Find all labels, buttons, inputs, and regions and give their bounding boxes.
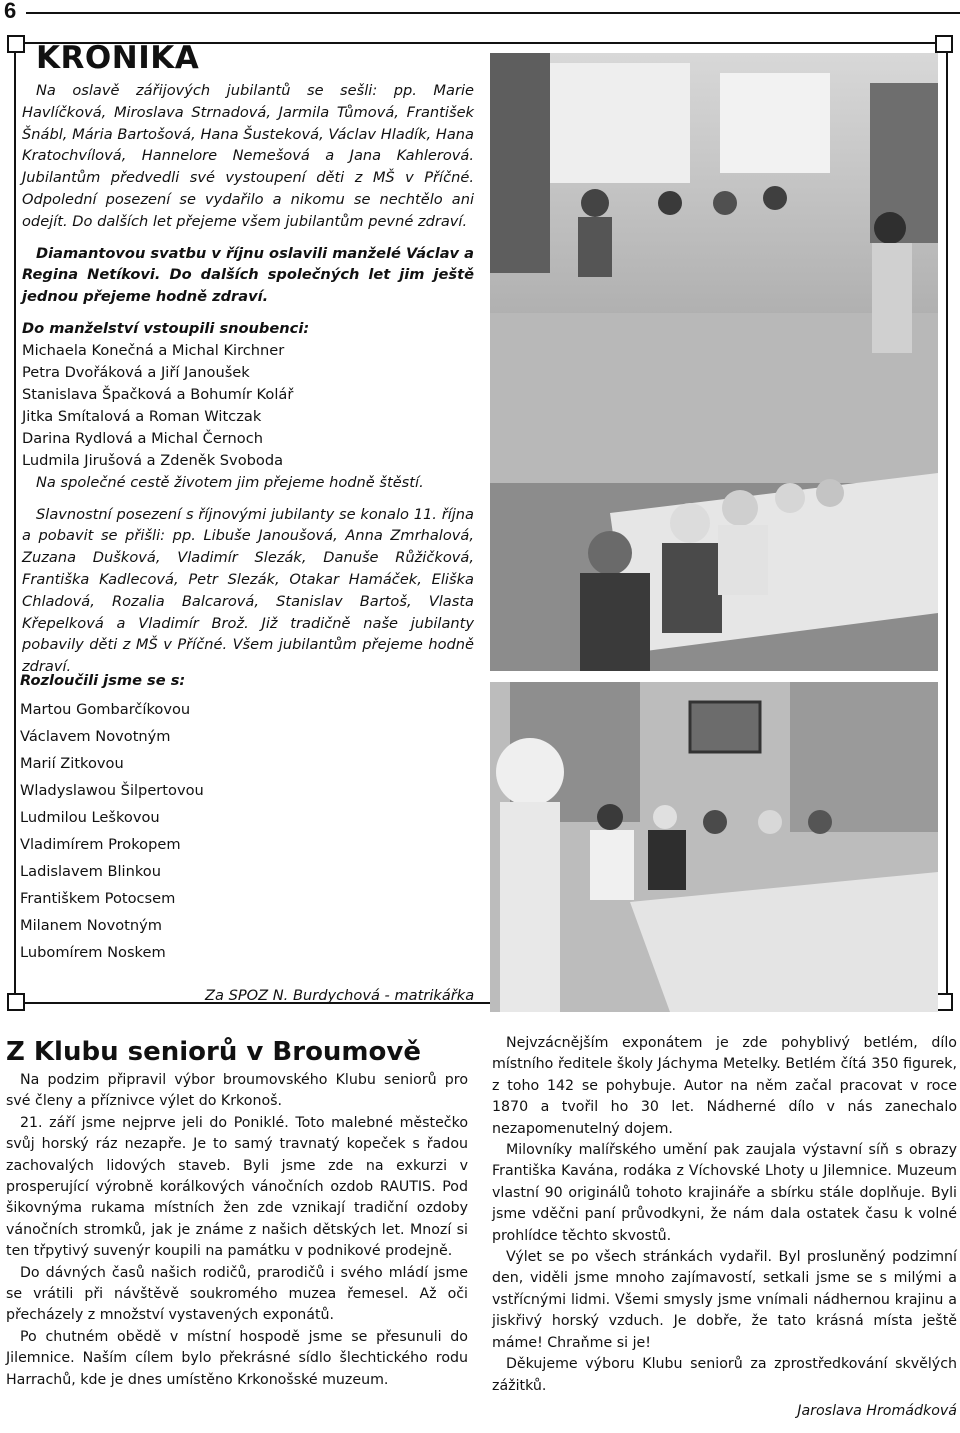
article-author: Jaroslava Hromádková <box>797 1402 957 1419</box>
jubilants-paragraph: Na oslavě zářijových jubilantů se sešli: pp. Marie Havlíčková, Miroslava Strnadová, Jarmila Tůmová, František Šnábl, Mária Bartošová, Hana Šusteková, Václav Hladík, Hana Kratochvílová, Hannelore Nemešová a Jana Kahlerová. Jubilantům předvedli své vystoupení děti z MŠ v Příčné. Odpolední posezení se vydařilo a nikomu se nechtělo ani odejít. Do dalších let přejeme všem jubilantům pevné zdraví. <box>22 82 474 230</box>
header-rule <box>26 12 960 14</box>
article-paragraph: Do dávných časů našich rodičů, prarodičů i svého mládí jsme se vrátili při návštěvě soukromého muzea řemesel. Až oči přecházely z množství vystavených exponátů. <box>6 1264 468 1324</box>
couple-item: Jitka Smítalová a Roman Witczak <box>22 407 262 425</box>
farewell-heading: Rozloučili jsme se s: <box>20 672 186 689</box>
article-paragraph: Na podzim připravil výbor broumovského Klubu seniorů pro své členy a příznivce výlet do Krkonoš. <box>6 1072 468 1110</box>
farewell-name: Ladislavem Blinkou <box>20 862 161 880</box>
article-paragraph: Nejvzácnějším exponátem je zde pohyblivý betlém, dílo místního ředitele školy Jáchyma Metelky. Betlém čítá 350 figurek, z toho 142 se pohybuje. Autor na něm začal pracovat v roce 1870 a tvořil ho 30 let. Nádherné dílo v nás zanechalo nezapomenutelný dojem. <box>492 1035 957 1137</box>
photo-seniors-at-table <box>490 682 938 1012</box>
farewell-name: Martou Gombarčíkovou <box>20 700 191 718</box>
farewell-name: Vladimírem Prokopem <box>20 835 181 853</box>
farewell-section <box>20 670 420 966</box>
farewell-list <box>20 696 420 966</box>
couple-item: Darina Rydlová a Michal Černoch <box>22 429 264 447</box>
couples-wish: Na společné cestě životem jim přejeme hodně štěstí. <box>36 473 424 491</box>
article-title: Z Klubu seniorů v Broumově <box>6 1037 421 1067</box>
farewell-name: Václavem Novotným <box>20 727 171 745</box>
couples-list <box>22 340 474 472</box>
article-paragraph: Milovníky malířského umění pak zaujala výstavní síň s obrazy Františka Kavána, rodáka z Víchovské Lhoty u Jilemnice. Muzeum vlastní 90 originálů tohoto krajináře a sbírku stále doplňuje. Byli jsme vděčni paní průvodkyni, že nám dala ostatek času k volné prohlídce těchto skvostů. <box>492 1142 957 1244</box>
diamond-wedding-paragraph: Diamantovou svatbu v říjnu oslavili manželé Václav a Regina Netíkovi. Do dalších společných let jim ještě jednou přejeme hodně zdraví. <box>22 244 474 306</box>
photo-jubilants-celebration <box>490 53 938 671</box>
farewell-name: Ludmilou Leškovou <box>20 808 160 826</box>
spoz-signature: Za SPOZ N. Burdychová - matrikářka <box>205 987 475 1004</box>
article-right-column <box>492 1033 957 1422</box>
frame-corner-ornament <box>7 35 25 53</box>
farewell-name: Lubomírem Noskem <box>20 943 166 961</box>
frame-corner-ornament <box>7 993 25 1011</box>
article-left-column <box>6 1070 468 1391</box>
farewell-name: Marií Zitkovou <box>20 754 124 772</box>
frame-corner-ornament <box>935 35 953 53</box>
couple-item: Michaela Konečná a Michal Kirchner <box>22 341 285 359</box>
marriage-heading: Do manželství vstoupili snoubenci: <box>22 319 310 337</box>
couple-item: Petra Dvořáková a Jiří Janoušek <box>22 363 250 381</box>
article-paragraph: Výlet se po všech stránkách vydařil. Byl prosluněný podzimní den, viděli jsme mnoho zajímavostí, setkali jsme se s milými a vstřícnými lidmi. Všemi smysly jsme vnímali nádhernou krajinu a jiskřivý horský vzduch. Je dobře, že tato krásná místa ještě máme! Chraňme si je! <box>492 1249 957 1351</box>
page-number: 6 <box>4 0 17 23</box>
farewell-name: Wladyslawou Šilpertovou <box>20 781 204 799</box>
couple-item: Ludmila Jirušová a Zdeněk Svoboda <box>22 451 284 469</box>
farewell-name: Milanem Novotným <box>20 916 162 934</box>
article-paragraph: Děkujeme výboru Klubu seniorů za zprostředkování skvělých zážitků. <box>492 1356 957 1394</box>
kronika-text-column <box>22 80 474 678</box>
farewell-name: Františkem Potocsem <box>20 889 176 907</box>
article-paragraph: 21. září jsme nejprve jeli do Poniklé. Toto malebné městečko svůj horský ráz nezapře. Je to samý travnatý kopeček s řadou zachovalých lidových staveb. Byli jsme zde na exkurzi v prosperující výrobně korálkových vánočních ozdob RAUTIS. Pod šikovnýma rukama místních žen zde vznikají tradiční ozdoby vánočních stromků, jak je známe z našich dětských let. Mnozí si ten třpytivý suvenýr koupili na památku v podnikové prodejně. <box>6 1114 468 1260</box>
section-title: KRONIKA <box>36 40 200 76</box>
october-jubilants-paragraph: Slavnostní posezení s říjnovými jubilanty se konalo 11. října a pobavit se přišli: pp. Libuše Janoušová, Anna Zmrhalová, Zuzana Dušková, Vladimír Slezák, Danuše Růžičková, Františka Kadlecová, Petr Slezák, Otakar Hamáček, Eliška Chladová, Rozalia Balcarová, Stanislav Bartoš, Vlasta Křepelková a Vladimír Brož. Již tradičně naše jubilanty pobavily děti z MŠ v Příčné. Všem jubilantům přejeme hodně zdraví. <box>22 505 474 676</box>
couple-item: Stanislava Špačková a Bohumír Kolář <box>22 385 294 403</box>
article-paragraph: Po chutném obědě v místní hospodě jsme se přesunuli do Jilemnice. Naším cílem bylo překrásné sídlo šlechtického rodu Harrachů, kde je dnes umístěno Krkonošské muzeum. <box>6 1328 468 1388</box>
